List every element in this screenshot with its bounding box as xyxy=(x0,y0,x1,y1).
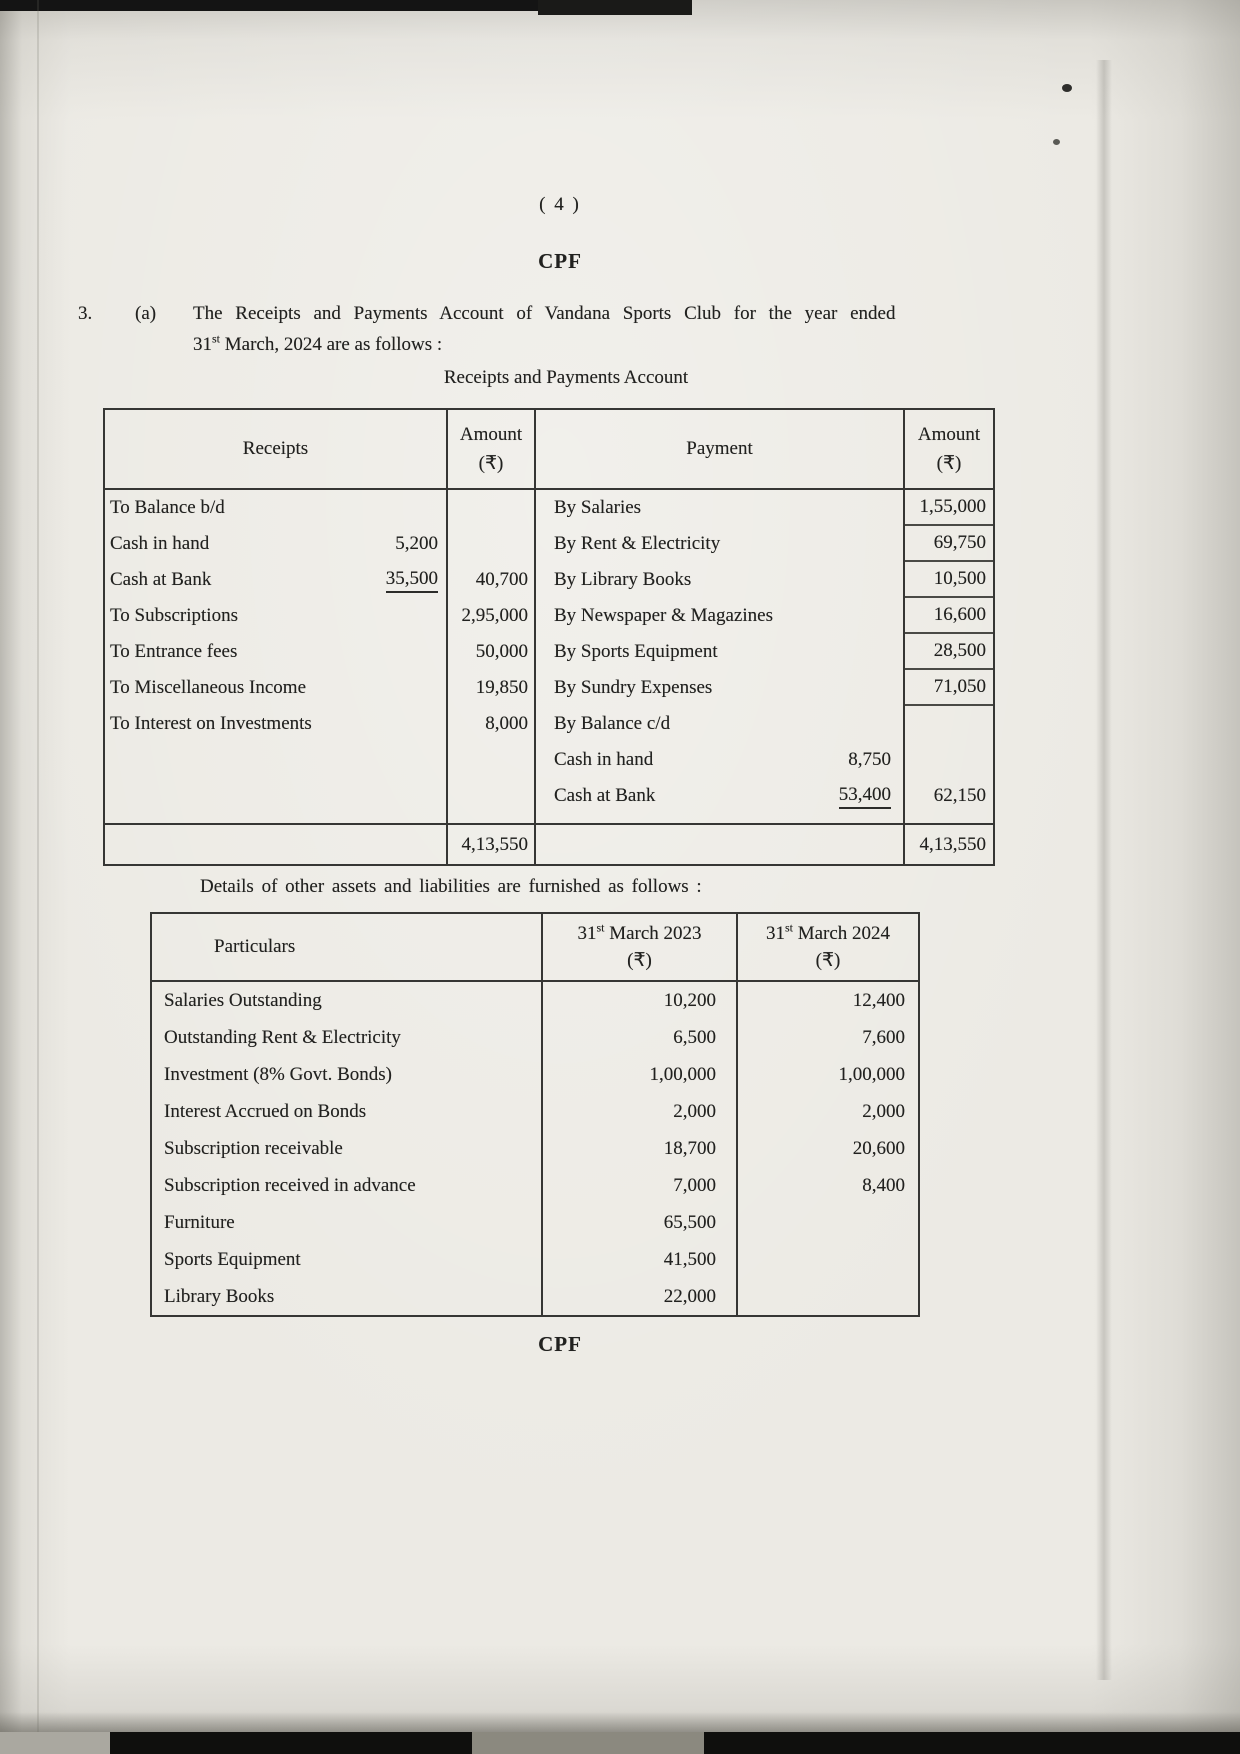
total-payments: 4,13,550 xyxy=(919,833,986,855)
value-2024: 7,600 xyxy=(862,1026,905,1048)
table-row xyxy=(105,706,993,742)
table-row xyxy=(152,1019,918,1056)
particular-label: Furniture xyxy=(152,1204,543,1241)
account-table-title: Receipts and Payments Account xyxy=(443,367,689,388)
date-day: 31 xyxy=(193,334,212,355)
payment-subamount: 53,400 xyxy=(839,784,891,809)
table-row xyxy=(152,982,918,1019)
table-row xyxy=(152,1278,918,1315)
table-row xyxy=(105,670,993,706)
scan-artifact-top-strip-2 xyxy=(538,0,692,15)
value-2023: 22,000 xyxy=(543,1278,738,1315)
value-2024: 2,000 xyxy=(862,1100,905,1122)
receipt-amount xyxy=(448,490,536,526)
particular-label: Subscription received in advance xyxy=(152,1167,543,1204)
date-rest: March, 2024 are as follows : xyxy=(220,334,443,355)
payment-label: By Salaries xyxy=(554,497,642,518)
header-particulars: Particulars xyxy=(152,914,543,980)
value-2023: 65,500 xyxy=(543,1204,738,1241)
value-2023: 2,000 xyxy=(543,1093,738,1130)
scan-artifact-speck xyxy=(1062,84,1072,92)
value-2024 xyxy=(738,1241,918,1278)
particular-label: Interest Accrued on Bonds xyxy=(152,1093,543,1130)
value-2024: 1,00,000 xyxy=(838,1063,905,1085)
table-header-row xyxy=(152,914,918,982)
value-2024: 12,400 xyxy=(852,989,905,1011)
payment-amount: 28,500 xyxy=(905,634,993,670)
table-header-row xyxy=(105,410,993,490)
question-line1: The Receipts and Payments Account of Vandana Sports Club for the year ended xyxy=(193,303,896,324)
value-2024: 20,600 xyxy=(852,1137,905,1159)
question-intro xyxy=(78,303,1018,356)
receipt-label: To Entrance fees xyxy=(110,641,238,662)
particular-label: Sports Equipment xyxy=(152,1241,543,1278)
value-2024 xyxy=(738,1204,918,1241)
value-2024 xyxy=(738,1278,918,1315)
table-row xyxy=(105,526,993,562)
table-row xyxy=(105,778,993,814)
particular-label: Library Books xyxy=(152,1278,543,1315)
details-note: Details of other assets and liabilities are furnished as follows : xyxy=(200,876,702,897)
table-row xyxy=(152,1130,918,1167)
receipt-amount xyxy=(448,742,536,778)
doc-footer-title: CPF xyxy=(538,1332,582,1356)
question-part: (a) xyxy=(135,303,157,324)
receipt-label: Cash in hand xyxy=(110,533,210,554)
receipt-amount: 40,700 xyxy=(448,562,536,598)
question-number: 3. xyxy=(78,303,93,324)
value-2023: 7,000 xyxy=(543,1167,738,1204)
value-2023: 1,00,000 xyxy=(543,1056,738,1093)
date-ordinal: st xyxy=(212,331,221,346)
scan-shadow-bottom xyxy=(0,1712,1240,1732)
payment-amount: 16,600 xyxy=(905,598,993,634)
header-receipts: Receipts xyxy=(105,410,448,488)
doc-header-title: CPF xyxy=(538,249,582,273)
payment-subamount: 8,750 xyxy=(848,749,891,770)
header-payment: Payment xyxy=(536,410,905,488)
total-receipts: 4,13,550 xyxy=(448,825,536,864)
table-row xyxy=(152,1093,918,1130)
receipt-subamount: 35,500 xyxy=(386,568,438,593)
value-2023: 18,700 xyxy=(543,1130,738,1167)
particular-label: Investment (8% Govt. Bonds) xyxy=(152,1056,543,1093)
value-2023: 10,200 xyxy=(543,982,738,1019)
value-2023: 6,500 xyxy=(543,1019,738,1056)
scan-artifact-bottom-strip xyxy=(0,1732,1240,1754)
receipt-label: To Subscriptions xyxy=(110,605,238,626)
table-row xyxy=(152,1204,918,1241)
receipts-payments-table xyxy=(103,408,995,866)
payment-label: By Rent & Electricity xyxy=(554,533,721,554)
scan-artifact-bottom-light xyxy=(472,1732,704,1754)
receipt-label: Cash at Bank xyxy=(110,569,212,590)
payment-label: By Library Books xyxy=(554,569,692,590)
receipt-label: To Balance b/d xyxy=(110,497,225,518)
payment-label: By Balance c/d xyxy=(554,713,671,734)
payment-amount: 62,150 xyxy=(933,785,986,806)
table-total-row xyxy=(105,823,993,864)
receipt-amount: 50,000 xyxy=(448,634,536,670)
particular-label: Salaries Outstanding xyxy=(152,982,543,1019)
particular-label: Outstanding Rent & Electricity xyxy=(152,1019,543,1056)
payment-amount: 1,55,000 xyxy=(905,490,993,526)
payment-label: Cash at Bank xyxy=(554,785,656,806)
header-amount-left: Amount (₹) xyxy=(448,410,536,488)
payment-label: By Newspaper & Magazines xyxy=(554,605,773,626)
table-row xyxy=(105,742,993,778)
table-row xyxy=(105,490,993,526)
receipt-subamount: 5,200 xyxy=(395,533,438,554)
details-table xyxy=(150,912,920,1317)
table-row xyxy=(105,598,993,634)
payment-label: Cash in hand xyxy=(554,749,654,770)
particular-label: Subscription receivable xyxy=(152,1130,543,1167)
payment-amount: 69,750 xyxy=(905,526,993,562)
header-amount-right: Amount (₹) xyxy=(917,423,981,474)
scan-artifact-bottom-light xyxy=(0,1732,110,1754)
receipt-label: To Interest on Investments xyxy=(110,713,312,734)
table-row xyxy=(152,1241,918,1278)
scan-artifact-speck xyxy=(1053,139,1060,145)
payment-label: By Sports Equipment xyxy=(554,641,718,662)
value-2024: 8,400 xyxy=(862,1174,905,1196)
table-row xyxy=(152,1056,918,1093)
receipt-amount: 2,95,000 xyxy=(448,598,536,634)
question-text xyxy=(193,303,1018,356)
payment-amount xyxy=(905,706,993,742)
receipt-label: To Miscellaneous Income xyxy=(110,677,307,698)
table-row xyxy=(152,1167,918,1204)
page-number: ( 4 ) xyxy=(539,194,581,215)
table-row xyxy=(105,562,993,598)
payment-amount: 71,050 xyxy=(905,670,993,706)
question-line2 xyxy=(193,331,1018,356)
table-row xyxy=(105,634,993,670)
page-curl-shadow xyxy=(1096,60,1112,1680)
value-2023: 41,500 xyxy=(543,1241,738,1278)
header-march-2023: 31st March 2023 (₹) xyxy=(543,914,738,980)
receipt-amount xyxy=(448,526,536,562)
payment-amount: 10,500 xyxy=(905,562,993,598)
payment-amount xyxy=(905,742,993,778)
receipt-amount xyxy=(448,778,536,814)
header-march-2024: 31st March 2024 (₹) xyxy=(765,920,891,971)
table-spacer-row xyxy=(105,814,993,823)
receipt-amount: 8,000 xyxy=(448,706,536,742)
receipt-amount: 19,850 xyxy=(448,670,536,706)
payment-label: By Sundry Expenses xyxy=(554,677,713,698)
